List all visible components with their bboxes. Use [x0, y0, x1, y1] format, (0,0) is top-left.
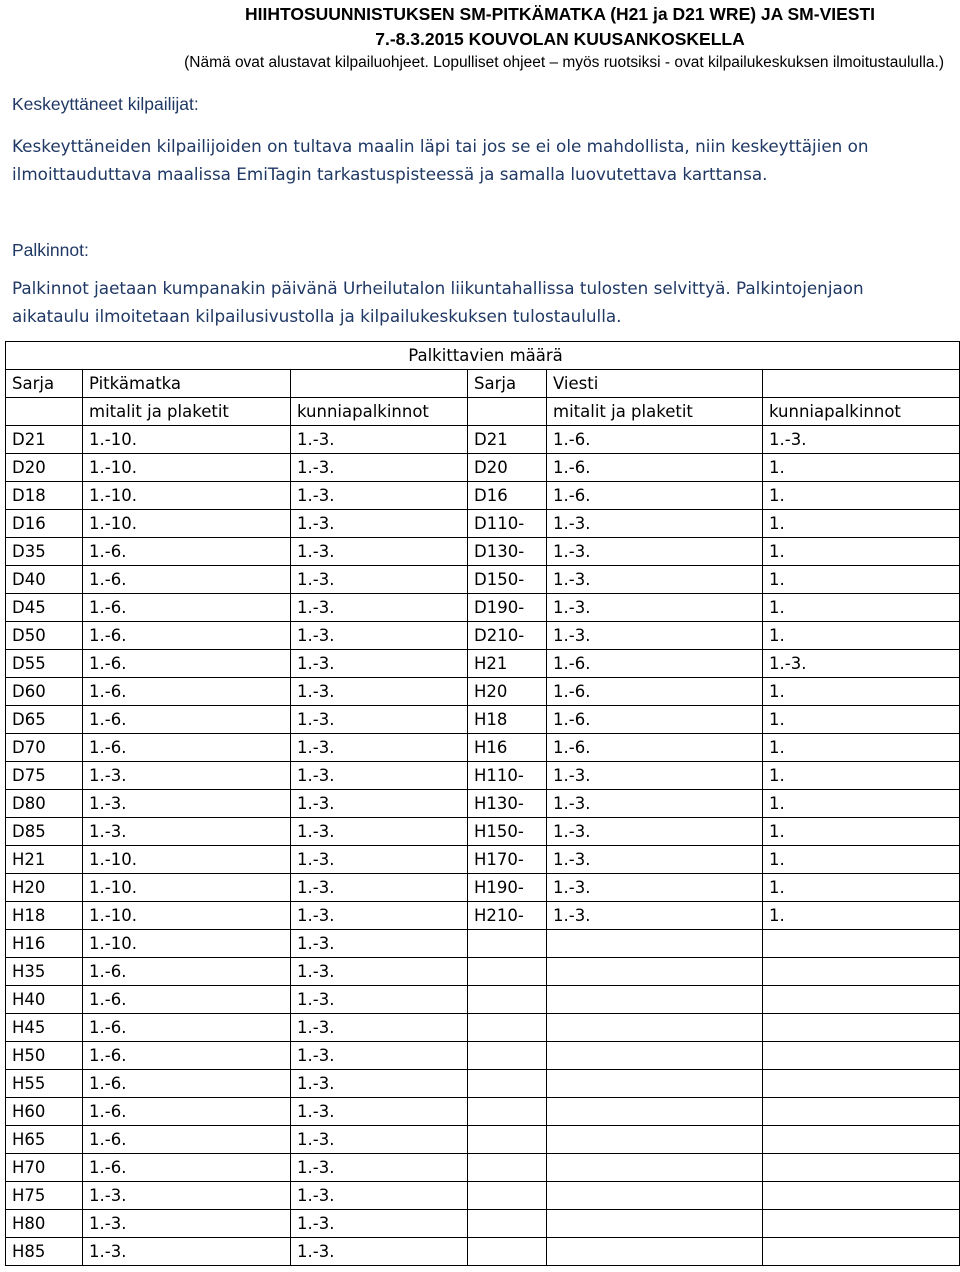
paragraph-palkinnot: [12, 275, 948, 330]
table-cell: 1.-6.: [83, 538, 291, 566]
table-cell: 1.-3.: [83, 1210, 291, 1238]
table-row: [6, 482, 960, 510]
table-row: [6, 1070, 960, 1098]
table-cell: 1.-10.: [83, 426, 291, 454]
table-cell: 1.-3.: [291, 482, 468, 510]
table-cell: D190-: [468, 594, 547, 622]
table-cell: 1.: [763, 454, 960, 482]
table-row: [6, 706, 960, 734]
table-cell: 1.-3.: [291, 790, 468, 818]
table-cell: 1.-6.: [83, 706, 291, 734]
table-row: [6, 790, 960, 818]
table-cell: H21: [6, 846, 83, 874]
table-cell: 1.: [763, 762, 960, 790]
table-cell: H150-: [468, 818, 547, 846]
table-cell: 1.-10.: [83, 930, 291, 958]
table-cell: D55: [6, 650, 83, 678]
table-cell: [468, 986, 547, 1014]
table-cell: 1.-6.: [83, 1014, 291, 1042]
table-cell: H18: [6, 902, 83, 930]
table-cell: 1.: [763, 874, 960, 902]
table-cell: 1.-3.: [83, 762, 291, 790]
table-cell: 1.-6.: [83, 594, 291, 622]
table-cell: 1.-6.: [83, 622, 291, 650]
table-cell: kunniapalkinnot: [291, 398, 468, 426]
table-cell: [468, 1210, 547, 1238]
table-cell: 1.-3.: [83, 790, 291, 818]
table-cell: 1.-3.: [763, 650, 960, 678]
table-cell: 1.-3.: [291, 1182, 468, 1210]
table-row: [6, 538, 960, 566]
table-cell: [468, 1182, 547, 1210]
table-cell: H170-: [468, 846, 547, 874]
table-cell: D20: [468, 454, 547, 482]
table-cell: 1.-3.: [291, 1210, 468, 1238]
table-cell: 1.-3.: [547, 790, 763, 818]
table-cell: 1.-3.: [547, 594, 763, 622]
table-cell: 1.-3.: [291, 678, 468, 706]
table-header-row: [6, 370, 960, 398]
table-cell: H60: [6, 1098, 83, 1126]
table-cell: [547, 1070, 763, 1098]
table-cell: [547, 1098, 763, 1126]
table-cell: 1.-3.: [291, 622, 468, 650]
table-cell: 1.-3.: [291, 762, 468, 790]
table-cell: 1.-3.: [291, 538, 468, 566]
table-cell: D75: [6, 762, 83, 790]
table-row: [6, 454, 960, 482]
table-row: [6, 426, 960, 454]
table-row: [6, 902, 960, 930]
table-row: [6, 874, 960, 902]
paragraph-keskeyttaneet: [12, 133, 948, 188]
table-cell: 1.-3.: [291, 1126, 468, 1154]
table-cell: 1.-3.: [547, 818, 763, 846]
table-cell: 1.-3.: [291, 986, 468, 1014]
table-cell: H55: [6, 1070, 83, 1098]
table-cell: 1.-6.: [547, 650, 763, 678]
table-cell: [763, 1126, 960, 1154]
table-row: [6, 986, 960, 1014]
table-cell: [763, 930, 960, 958]
table-cell: H85: [6, 1238, 83, 1266]
table-cell: 1.-6.: [547, 454, 763, 482]
section-title-palkinnot: Palkinnot:: [12, 240, 89, 260]
table-cell: kunniapalkinnot: [763, 398, 960, 426]
table-cell: 1.: [763, 566, 960, 594]
table-cell: 1.-3.: [763, 426, 960, 454]
table-cell: [468, 930, 547, 958]
table-cell: H45: [6, 1014, 83, 1042]
table-cell: [291, 370, 468, 398]
table-cell: 1.-6.: [83, 1098, 291, 1126]
table-cell: 1.-6.: [547, 706, 763, 734]
paragraph-line: Palkinnot jaetaan kumpanakin päivänä Urheilutalon liikuntahallissa tulosten selvittyä. Palkintojenjaon: [12, 278, 864, 298]
table-cell: 1.-3.: [547, 762, 763, 790]
table-cell: H210-: [468, 902, 547, 930]
table-cell: 1.-3.: [291, 426, 468, 454]
table-cell: [547, 1182, 763, 1210]
table-cell: [468, 1070, 547, 1098]
table-cell: mitalit ja plaketit: [547, 398, 763, 426]
table-cell: H20: [6, 874, 83, 902]
table-cell: 1.: [763, 482, 960, 510]
table-cell: [763, 1182, 960, 1210]
table-row: [6, 930, 960, 958]
table-cell: [547, 986, 763, 1014]
table-cell: 1.: [763, 538, 960, 566]
table-cell: 1.-6.: [83, 678, 291, 706]
table-cell: 1.-3.: [291, 566, 468, 594]
table-cell: 1.-10.: [83, 846, 291, 874]
table-cell: D18: [6, 482, 83, 510]
table-cell: 1.: [763, 622, 960, 650]
table-cell: [763, 370, 960, 398]
table-cell: 1.-3.: [291, 706, 468, 734]
table-cell: 1.-3.: [547, 538, 763, 566]
table-row: [6, 1210, 960, 1238]
table-cell: [6, 398, 83, 426]
table-cell: 1.-3.: [547, 622, 763, 650]
table-row: [6, 510, 960, 538]
table-caption-row: [6, 342, 960, 370]
table-cell: [468, 958, 547, 986]
table-cell: 1.-6.: [83, 734, 291, 762]
table-row: [6, 594, 960, 622]
table-cell: 1.-10.: [83, 510, 291, 538]
paragraph-line: ilmoittauduttava maalissa EmiTagin tarkastuspisteessä ja samalla luovutettava karttansa.: [12, 163, 768, 184]
table-cell: 1.-3.: [291, 1154, 468, 1182]
table-cell: [468, 1042, 547, 1070]
table-cell: D21: [468, 426, 547, 454]
table-cell: 1.-6.: [83, 1042, 291, 1070]
table-cell: [468, 1154, 547, 1182]
table-cell: [763, 958, 960, 986]
table-cell: 1.-3.: [291, 846, 468, 874]
table-cell: H20: [468, 678, 547, 706]
table-cell: 1.-6.: [83, 566, 291, 594]
table-cell: 1.-3.: [291, 1098, 468, 1126]
table-row: [6, 734, 960, 762]
table-cell: [763, 1154, 960, 1182]
table-cell: 1.-3.: [291, 930, 468, 958]
table-cell: D40: [6, 566, 83, 594]
section-title-keskeyttaneet: Keskeyttäneet kilpailijat:: [12, 94, 199, 114]
table-cell: H16: [6, 930, 83, 958]
table-cell: 1.-3.: [291, 1070, 468, 1098]
table-cell: [763, 1210, 960, 1238]
table-cell: D21: [6, 426, 83, 454]
table-row: [6, 846, 960, 874]
table-cell: D16: [468, 482, 547, 510]
table-cell: 1.-6.: [83, 1154, 291, 1182]
table-cell: [763, 1098, 960, 1126]
table-row: [6, 818, 960, 846]
table-cell: [547, 1238, 763, 1266]
table-cell: 1.-6.: [83, 1126, 291, 1154]
table-cell: 1.-3.: [547, 874, 763, 902]
table-row: [6, 566, 960, 594]
table-cell: D50: [6, 622, 83, 650]
table-cell: [763, 1238, 960, 1266]
table-cell: 1.: [763, 734, 960, 762]
table-cell: [547, 1042, 763, 1070]
table-cell: D85: [6, 818, 83, 846]
table-cell: 1.: [763, 818, 960, 846]
table-cell: H65: [6, 1126, 83, 1154]
table-cell: [547, 930, 763, 958]
header-date-location: 7.-8.3.2015 KOUVOLAN KUUSANKOSKELLA: [375, 29, 745, 49]
table-row: [6, 678, 960, 706]
table-cell: 1.-3.: [291, 818, 468, 846]
table-cell: mitalit ja plaketit: [83, 398, 291, 426]
table-cell: [763, 1070, 960, 1098]
table-cell: 1.-3.: [547, 846, 763, 874]
table-cell: 1.-3.: [291, 902, 468, 930]
table-cell: D150-: [468, 566, 547, 594]
table-cell: 1.: [763, 706, 960, 734]
table-row: [6, 1042, 960, 1070]
table-cell: D70: [6, 734, 83, 762]
table-cell: 1.-10.: [83, 902, 291, 930]
table-cell: [547, 1014, 763, 1042]
table-cell: 1.-6.: [547, 426, 763, 454]
table-cell: H21: [468, 650, 547, 678]
table-cell: 1.-6.: [547, 678, 763, 706]
table-cell: 1.-10.: [83, 454, 291, 482]
table-cell: H50: [6, 1042, 83, 1070]
table-cell: 1.-3.: [83, 1182, 291, 1210]
table-row: [6, 650, 960, 678]
table-cell: H16: [468, 734, 547, 762]
table-cell: [763, 986, 960, 1014]
table-cell: 1.: [763, 902, 960, 930]
table-cell: 1.: [763, 510, 960, 538]
table-cell: [763, 1042, 960, 1070]
table-row: [6, 1182, 960, 1210]
table-cell: D60: [6, 678, 83, 706]
table-cell: 1.: [763, 790, 960, 818]
table-cell: [763, 1014, 960, 1042]
table-cell: 1.-3.: [291, 1042, 468, 1070]
table-cell: [547, 1154, 763, 1182]
table-cell: 1.-3.: [291, 958, 468, 986]
table-cell: [468, 398, 547, 426]
table-cell: H18: [468, 706, 547, 734]
table-cell: 1.-3.: [291, 734, 468, 762]
table-cell: H40: [6, 986, 83, 1014]
table-cell: Viesti: [547, 370, 763, 398]
table-cell: 1.-10.: [83, 482, 291, 510]
table-row: [6, 1126, 960, 1154]
table-cell: H130-: [468, 790, 547, 818]
table-cell: 1.-3.: [83, 1238, 291, 1266]
prize-table: [5, 341, 960, 1266]
table-cell: 1.-6.: [83, 958, 291, 986]
header-title: HIIHTOSUUNNISTUKSEN SM-PITKÄMATKA (H21 ja D21 WRE) JA SM-VIESTI: [244, 4, 876, 24]
table-cell: 1.-3.: [291, 594, 468, 622]
table-cell: 1.: [763, 846, 960, 874]
paragraph-line: aikataulu ilmoitetaan kilpailusivustolla ja kilpailukeskuksen tulostaululla.: [12, 305, 622, 326]
table-cell: 1.-10.: [83, 874, 291, 902]
table-cell: D130-: [468, 538, 547, 566]
table-cell: 1.-6.: [547, 734, 763, 762]
table-cell: D16: [6, 510, 83, 538]
table-cell: [547, 1210, 763, 1238]
table-cell: D35: [6, 538, 83, 566]
table-caption: Palkittavien määrä: [6, 342, 960, 370]
table-row: [6, 1238, 960, 1266]
table-subheader-row: [6, 398, 960, 426]
table-cell: 1.-3.: [547, 510, 763, 538]
table-cell: 1.-3.: [547, 902, 763, 930]
table-cell: H75: [6, 1182, 83, 1210]
table-cell: H70: [6, 1154, 83, 1182]
table-cell: 1.-3.: [291, 650, 468, 678]
table-cell: [468, 1238, 547, 1266]
table-row: [6, 1098, 960, 1126]
table-cell: H35: [6, 958, 83, 986]
table-cell: H80: [6, 1210, 83, 1238]
table-cell: 1.-6.: [547, 482, 763, 510]
table-cell: [468, 1014, 547, 1042]
table-cell: 1.-3.: [291, 510, 468, 538]
table-cell: 1.-6.: [83, 1070, 291, 1098]
table-cell: 1.-3.: [547, 566, 763, 594]
table-cell: Sarja: [6, 370, 83, 398]
table-cell: D110-: [468, 510, 547, 538]
table-cell: H190-: [468, 874, 547, 902]
table-cell: 1.-3.: [83, 818, 291, 846]
table-cell: 1.: [763, 594, 960, 622]
table-cell: [547, 958, 763, 986]
table-cell: Pitkämatka: [83, 370, 291, 398]
table-cell: [468, 1126, 547, 1154]
header-note: (Nämä ovat alustavat kilpailuohjeet. Lopulliset ohjeet – myös ruotsiksi - ovat kilpailukeskuksen ilmoitustaululla.): [184, 54, 944, 71]
table-row: [6, 762, 960, 790]
table-cell: 1.-3.: [291, 874, 468, 902]
table-cell: 1.-3.: [291, 454, 468, 482]
paragraph-line: Keskeyttäneiden kilpailijoiden on tultava maalin läpi tai jos se ei ole mahdollista, niin keskeyttäjien on: [12, 136, 869, 156]
table-cell: [468, 1098, 547, 1126]
table-cell: D45: [6, 594, 83, 622]
table-cell: D80: [6, 790, 83, 818]
table-cell: 1.-6.: [83, 650, 291, 678]
table-cell: Sarja: [468, 370, 547, 398]
table-cell: D210-: [468, 622, 547, 650]
table-cell: 1.-6.: [83, 986, 291, 1014]
table-row: [6, 958, 960, 986]
table-cell: H110-: [468, 762, 547, 790]
table-row: [6, 1014, 960, 1042]
table-cell: 1.: [763, 678, 960, 706]
table-cell: 1.-3.: [291, 1238, 468, 1266]
table-cell: D65: [6, 706, 83, 734]
table-row: [6, 1154, 960, 1182]
table-cell: D20: [6, 454, 83, 482]
table-row: [6, 622, 960, 650]
table-cell: [547, 1126, 763, 1154]
table-cell: 1.-3.: [291, 1014, 468, 1042]
